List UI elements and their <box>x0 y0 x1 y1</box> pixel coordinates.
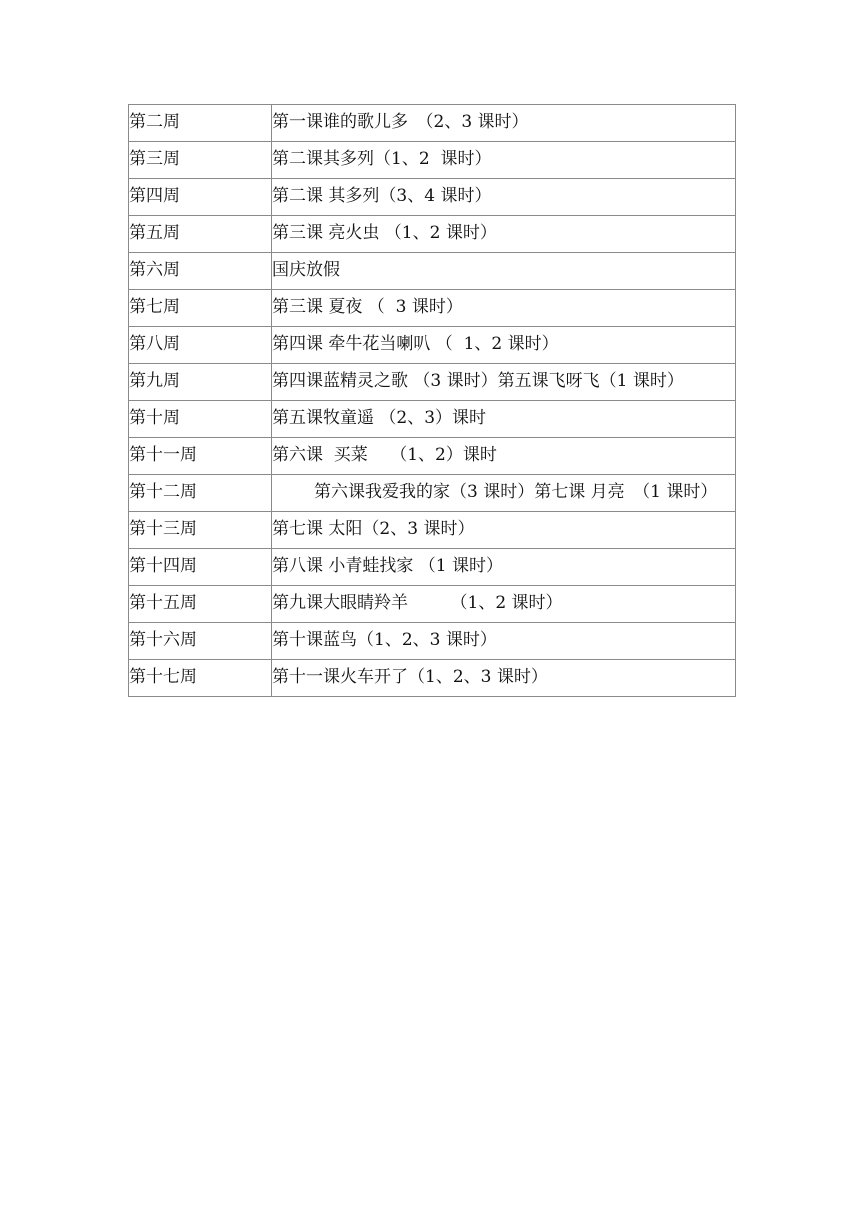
teaching-schedule-table <box>128 104 736 697</box>
table-row <box>129 586 736 623</box>
week-cell: 第十五周 <box>129 586 272 623</box>
lesson-cell: 第六课 买菜 （1、2）课时 <box>272 438 736 475</box>
week-cell: 第十二周 <box>129 475 272 512</box>
table-row <box>129 105 736 142</box>
table-row <box>129 438 736 475</box>
table-row <box>129 327 736 364</box>
lesson-cell: 第一课谁的歌儿多 （2、3 课时） <box>272 105 736 142</box>
week-cell: 第三周 <box>129 142 272 179</box>
lesson-cell: 第七课 太阳（2、3 课时） <box>272 512 736 549</box>
week-cell: 第十六周 <box>129 623 272 660</box>
week-cell: 第四周 <box>129 179 272 216</box>
week-cell: 第十七周 <box>129 660 272 697</box>
lesson-cell: 第三课 亮火虫 （1、2 课时） <box>272 216 736 253</box>
week-cell: 第七周 <box>129 290 272 327</box>
table-row <box>129 179 736 216</box>
table-row <box>129 512 736 549</box>
table-row <box>129 142 736 179</box>
week-cell: 第五周 <box>129 216 272 253</box>
lesson-cell: 第八课 小青蛙找家 （1 课时） <box>272 549 736 586</box>
lesson-cell: 第十课蓝鸟（1、2、3 课时） <box>272 623 736 660</box>
table-row <box>129 623 736 660</box>
lesson-cell: 第三课 夏夜 （ 3 课时） <box>272 290 736 327</box>
week-cell: 第十一周 <box>129 438 272 475</box>
lesson-cell: 第二课其多列（1、2 课时） <box>272 142 736 179</box>
week-cell: 第八周 <box>129 327 272 364</box>
table-row <box>129 549 736 586</box>
week-cell: 第十三周 <box>129 512 272 549</box>
week-cell: 第六周 <box>129 253 272 290</box>
lesson-cell: 国庆放假 <box>272 253 736 290</box>
lesson-cell: 第四课 牵牛花当喇叭 （ 1、2 课时） <box>272 327 736 364</box>
lesson-cell: 第四课蓝精灵之歌 （3 课时）第五课飞呀飞（1 课时） <box>272 364 736 401</box>
lesson-cell: 第九课大眼睛羚羊 （1、2 课时） <box>272 586 736 623</box>
table-row <box>129 290 736 327</box>
table-row <box>129 660 736 697</box>
table-row <box>129 216 736 253</box>
lesson-cell: 第五课牧童遥 （2、3）课时 <box>272 401 736 438</box>
week-cell: 第二周 <box>129 105 272 142</box>
week-cell: 第九周 <box>129 364 272 401</box>
lesson-cell: 第二课 其多列（3、4 课时） <box>272 179 736 216</box>
table-row <box>129 364 736 401</box>
week-cell: 第十周 <box>129 401 272 438</box>
table-row <box>129 475 736 512</box>
week-cell: 第十四周 <box>129 549 272 586</box>
lesson-cell: 第六课我爱我的家（3 课时）第七课 月亮 （1 课时） <box>272 475 736 512</box>
table-row <box>129 253 736 290</box>
table-row <box>129 401 736 438</box>
lesson-cell: 第十一课火车开了（1、2、3 课时） <box>272 660 736 697</box>
